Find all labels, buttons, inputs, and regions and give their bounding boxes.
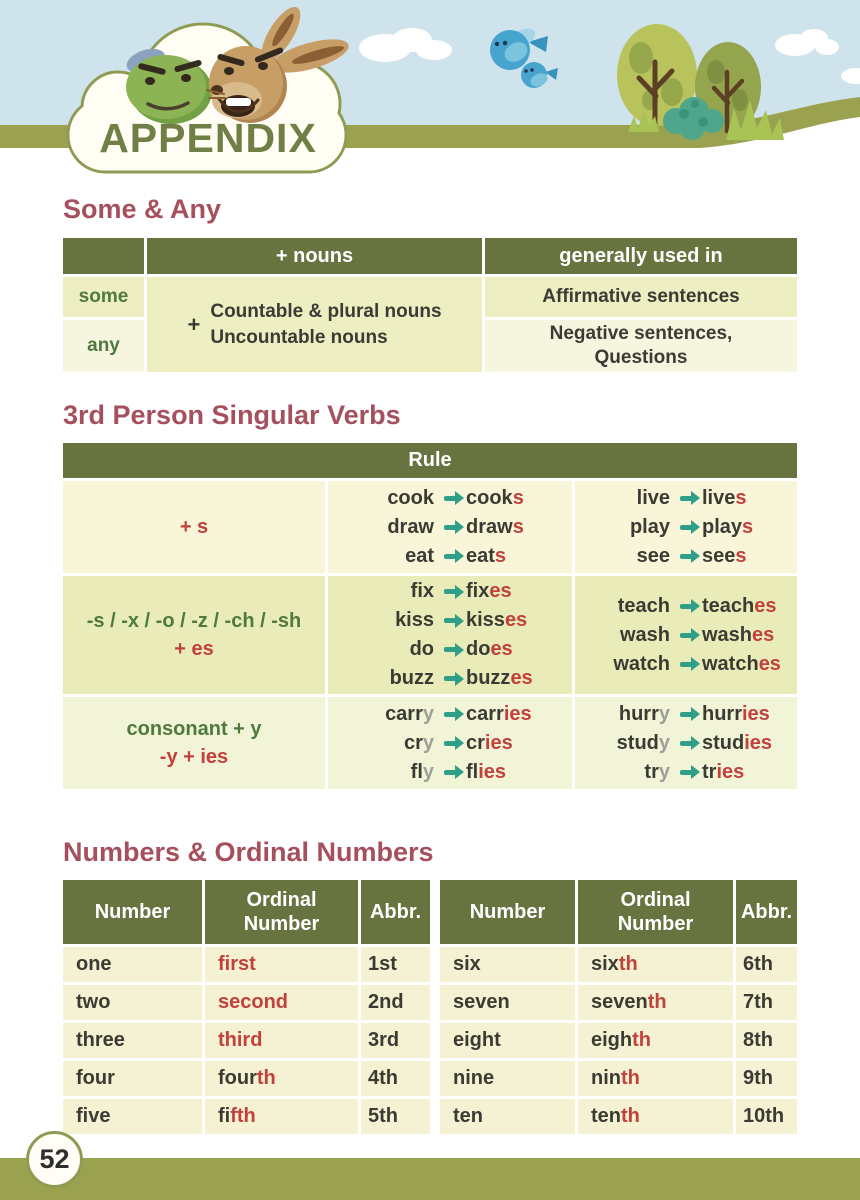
examples-cell	[575, 481, 797, 573]
arrow-icon	[444, 589, 457, 594]
page-number-badge	[26, 1131, 83, 1188]
examples-cell	[328, 481, 572, 573]
rule-text: -y + ies	[159, 746, 229, 768]
col-header-abbr: Abbr.	[361, 880, 430, 944]
table-divider	[433, 880, 437, 944]
ordinal-cell: second	[205, 985, 358, 1020]
used-in-some: Affirmative sentences	[485, 277, 797, 317]
term-some: some	[63, 277, 144, 317]
abbr-cell: 1st	[361, 947, 430, 982]
arrow-icon	[444, 647, 457, 652]
col-header-ordinal: Ordinal Number	[578, 880, 733, 944]
arrow-icon	[444, 554, 457, 559]
examples-cell	[328, 697, 572, 789]
some-any-table	[63, 238, 797, 372]
rule-cell	[63, 481, 325, 573]
number-cell: nine	[440, 1061, 575, 1096]
table-divider	[433, 947, 437, 982]
numbers-table	[63, 880, 797, 1134]
verb-pair: watch watches	[613, 652, 781, 675]
ordinal-cell: seven th	[578, 985, 733, 1020]
ordinal-cell: third	[205, 1023, 358, 1058]
number-cell: ten	[440, 1099, 575, 1134]
section-heading-verbs: 3rd Person Singular Verbs	[63, 400, 401, 430]
verb-pair: try tries	[644, 760, 745, 783]
verb-pair: cook cooks	[387, 486, 524, 509]
ordinal-cell: four th	[205, 1061, 358, 1096]
nouns-cell	[147, 277, 482, 372]
arrow-icon	[444, 618, 457, 623]
col-header-used-in: generally used in	[485, 238, 797, 274]
rule-text: -s / -x / -o / -z / -ch / -sh	[86, 610, 302, 632]
verb-pair: carry carries	[385, 702, 532, 725]
verb-pair: draw draws	[387, 515, 524, 538]
section-heading-numbers: Numbers & Ordinal Numbers	[63, 837, 434, 867]
abbr-cell: 4th	[361, 1061, 430, 1096]
verb-pair: teach teaches	[617, 594, 777, 617]
arrow-icon	[444, 712, 457, 717]
footer-band	[0, 1158, 860, 1200]
verb-pair: study studies	[616, 731, 773, 754]
number-cell: eight	[440, 1023, 575, 1058]
verb-pair: buzz buzzes	[389, 667, 533, 689]
abbr-cell: 10th	[736, 1099, 797, 1134]
page-title: APPENDIX	[99, 115, 317, 161]
page-content	[63, 178, 797, 1134]
rule-cell	[63, 697, 325, 789]
verb-pair: do does	[409, 638, 513, 660]
section-heading-some-any: Some & Any	[63, 194, 222, 224]
arrow-icon	[444, 741, 457, 746]
abbr-cell: 9th	[736, 1061, 797, 1096]
arrow-icon	[444, 770, 457, 775]
number-cell: five	[63, 1099, 202, 1134]
examples-cell	[575, 576, 797, 694]
ordinal-cell: six th	[578, 947, 733, 982]
col-header-number: Number	[63, 880, 202, 944]
abbr-cell: 3rd	[361, 1023, 430, 1058]
ordinal-cell: first	[205, 947, 358, 982]
col-header-abbr: Abbr.	[736, 880, 797, 944]
verb-pair: kiss kisses	[395, 609, 528, 631]
rule-cell	[63, 576, 325, 694]
number-cell: two	[63, 985, 202, 1020]
number-cell: one	[63, 947, 202, 982]
abbr-cell: 5th	[361, 1099, 430, 1134]
rule-header: Rule	[63, 443, 797, 478]
arrow-icon	[444, 676, 457, 681]
arrow-icon	[444, 496, 457, 501]
number-cell: seven	[440, 985, 575, 1020]
arrow-icon	[680, 633, 693, 638]
verb-pair: wash washes	[619, 623, 775, 646]
ordinal-cell: eigh th	[578, 1023, 733, 1058]
verb-pair: see sees	[636, 544, 747, 567]
rule-text: + s	[179, 516, 209, 538]
page-number: 52	[39, 1144, 70, 1174]
table-corner-cell	[63, 238, 144, 274]
arrow-icon	[680, 604, 693, 609]
verb-pair: live lives	[636, 486, 747, 509]
abbr-cell: 8th	[736, 1023, 797, 1058]
number-cell: four	[63, 1061, 202, 1096]
arrow-icon	[680, 741, 693, 746]
verb-pair: hurry hurries	[618, 702, 770, 725]
verb-pair: cry cries	[403, 731, 513, 754]
examples-cell	[575, 697, 797, 789]
col-header-nouns: + nouns	[147, 238, 482, 274]
arrow-icon	[680, 525, 693, 530]
ordinal-cell: fi fth	[205, 1099, 358, 1134]
col-header-ordinal: Ordinal Number	[205, 880, 358, 944]
rule-text: + es	[174, 638, 214, 660]
term-any: any	[63, 320, 144, 372]
examples-cell	[328, 576, 572, 694]
ordinal-cell: nin th	[578, 1061, 733, 1096]
number-cell: six	[440, 947, 575, 982]
table-divider	[433, 1061, 437, 1096]
verb-pair: play plays	[629, 515, 754, 538]
arrow-icon	[680, 554, 693, 559]
plus-sign: +	[187, 311, 201, 337]
table-divider	[433, 1099, 437, 1134]
verb-pair: eat eats	[405, 544, 507, 567]
used-in-line: Negative sentences,	[549, 323, 733, 344]
ordinal-cell: ten th	[578, 1099, 733, 1134]
rule-text: consonant + y	[126, 718, 262, 740]
table-divider	[433, 985, 437, 1020]
used-in-any	[485, 320, 797, 372]
arrow-icon	[680, 770, 693, 775]
arrow-icon	[444, 525, 457, 530]
used-in-line: Questions	[594, 347, 688, 368]
col-header-number: Number	[440, 880, 575, 944]
arrow-icon	[680, 712, 693, 717]
nouns-line: Uncountable nouns	[210, 326, 388, 348]
abbr-cell: 2nd	[361, 985, 430, 1020]
verb-pair: fly flies	[410, 760, 507, 783]
table-divider	[433, 1023, 437, 1058]
arrow-icon	[680, 496, 693, 501]
verb-pair: fix fixes	[410, 580, 512, 602]
abbr-cell: 7th	[736, 985, 797, 1020]
number-cell: three	[63, 1023, 202, 1058]
nouns-line: Countable & plural nouns	[210, 300, 442, 322]
verbs-table	[63, 443, 797, 789]
abbr-cell: 6th	[736, 947, 797, 982]
arrow-icon	[680, 662, 693, 667]
